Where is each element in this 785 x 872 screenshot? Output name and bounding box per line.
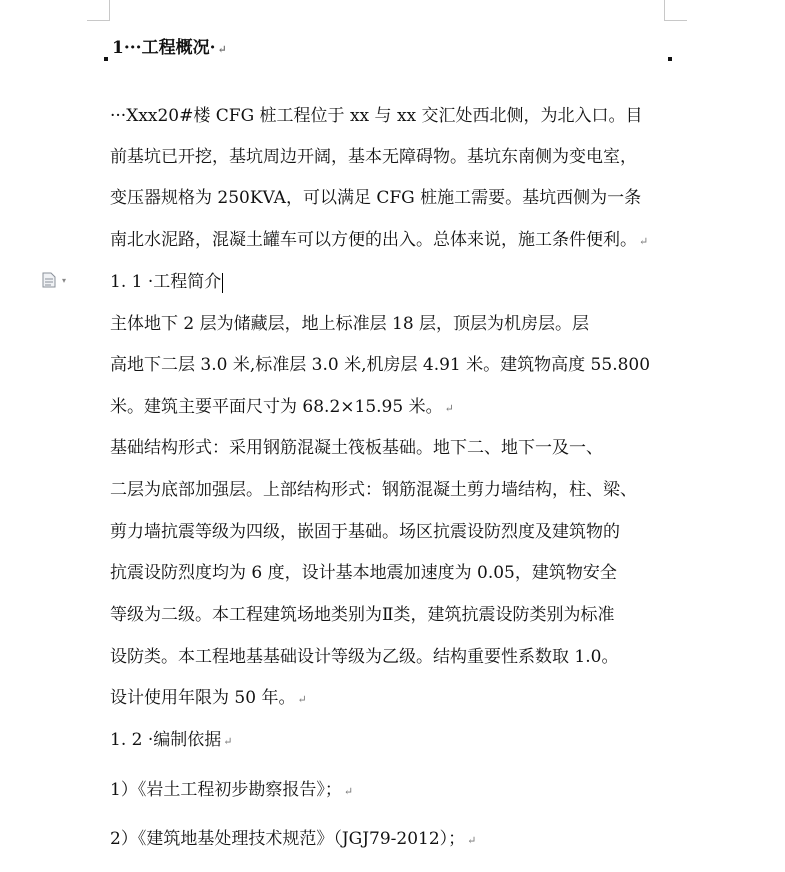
page-corner-mark-top-left	[87, 0, 110, 21]
intro-line-1: ···Xxx20#楼 CFG 桩工程位于 xx 与 xx 交汇处西北侧，为北入口。目	[110, 106, 643, 126]
intro-line-2: 前基坑已开挖，基坑周边开阔，基本无障碍物。基坑东南侧为变电室，	[110, 147, 637, 167]
page-corner-mark-top-right	[664, 0, 687, 21]
para3-line-2: 二层为底部加强层。上部结构形式：钢筋混凝土剪力墙结构，柱、梁、	[110, 480, 637, 500]
heading-number: 1	[112, 38, 124, 58]
text-cursor	[222, 273, 223, 293]
para2-line-3: 米。建筑主要平面尺寸为 68.2×15.95 米。 ↵	[110, 397, 454, 417]
para3-line-7: 设计使用年限为 50 年。 ↵	[110, 688, 307, 708]
para3-line-6: 设防类。本工程地基基础设计等级为乙级。结构重要性系数取 1.0。	[110, 647, 619, 667]
reference-item-2: 2）《建筑地基处理技术规范》（JGJ79-2012）； ↵	[110, 829, 477, 849]
chevron-down-icon[interactable]: ▾	[62, 276, 67, 285]
intro-line-4: 南北水泥路，混凝土罐车可以方便的出入。总体来说，施工条件便利。 ↵	[110, 230, 649, 250]
intro-line-3: 变压器规格为 250KVA，可以满足 CFG 桩施工需要。基坑西侧为一条	[110, 188, 642, 208]
paragraph-bullet-marker	[104, 57, 108, 61]
reference-item-1: 1）《岩土工程初步勘察报告》； ↵	[110, 780, 354, 800]
para2-line-1: 主体地下 2 层为储藏层，地上标准层 18 层，顶层为机房层。层	[110, 314, 590, 334]
para3-line-5: 等级为二级。本工程建筑场地类别为Ⅱ类，建筑抗震设防类别为标准	[110, 605, 615, 625]
para2-line-2: 高地下二层 3.0 米,标准层 3.0 米,机房层 4.91 米。建筑物高度 55.800	[110, 355, 651, 375]
heading-dots: ···	[123, 38, 142, 58]
para3-line-4: 抗震设防烈度均为 6 度，设计基本地震加速度为 0.05，建筑物安全	[110, 563, 617, 583]
para3-line-1: 基础结构形式：采用钢筋混凝土筏板基础。地下二、地下一及一、	[110, 438, 603, 458]
para3-line-3: 剪力墙抗震等级为四级，嵌固于基础。场区抗震设防烈度及建筑物的	[110, 522, 620, 542]
document-icon[interactable]	[42, 272, 56, 288]
section-heading-1-1: 1. 1 ·工程简介	[110, 272, 222, 292]
paragraph-mark: ↵	[217, 43, 227, 56]
heading-1	[112, 38, 227, 60]
heading-dot: ·	[209, 38, 216, 58]
paragraph-bullet-marker	[668, 57, 672, 61]
section-heading-1-2: 1. 2 ·编制依据 ↵	[110, 730, 233, 750]
heading-title: 工程概况	[141, 38, 210, 58]
